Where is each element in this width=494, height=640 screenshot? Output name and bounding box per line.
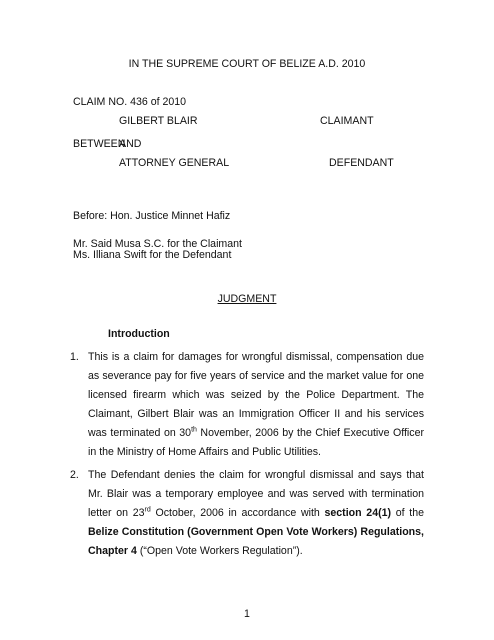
defendant-name: ATTORNEY GENERAL xyxy=(119,157,230,169)
superscript: th xyxy=(191,426,197,434)
text-run: The Defendant denies the claim for wrongful dismissal and says that Mr. Blair was a temporary employee and was served with termination letter on 23 xyxy=(88,469,424,519)
superscript: rd xyxy=(144,506,151,514)
page-number: 1 xyxy=(244,608,250,620)
before-judge: Before: Hon. Justice Minnet Hafiz xyxy=(73,210,231,222)
judgment-heading: JUDGMENT xyxy=(217,293,277,305)
defendant-role: DEFENDANT xyxy=(329,157,394,169)
between-label: BETWEEN xyxy=(73,138,126,150)
paragraph-text xyxy=(88,348,424,462)
claim-number: CLAIM NO. 436 of 2010 xyxy=(73,96,187,108)
counsel-defendant: Ms. Illiana Swift for the Defendant xyxy=(73,249,232,261)
and-label: AND xyxy=(119,138,142,150)
text-run: October, 2006 in accordance with xyxy=(150,507,325,519)
bold-citation: Belize Constitution (Government Open Vote Workers) Regulations, Chapter 4 xyxy=(88,526,424,557)
claimant-name: GILBERT BLAIR xyxy=(119,115,198,127)
text-run: (“Open Vote Workers Regulation”). xyxy=(136,545,303,557)
claimant-role: CLAIMANT xyxy=(320,115,374,127)
paragraph-2 xyxy=(70,466,425,561)
court-title: IN THE SUPREME COURT OF BELIZE A.D. 2010 xyxy=(128,58,366,70)
paragraph-1 xyxy=(70,348,424,462)
paragraph-text xyxy=(88,466,424,561)
text-run: November, 2006 by the Chief Executive Officer in the Ministry of Home Affairs and Public Utilities. xyxy=(88,427,424,458)
text-run: This is a claim for damages for wrongful dismissal, compensation due as severance pay for five years of service and the market value for one licensed firearm which was seized by the Police Department. The Claimant, Gilbert Blair was an Immigration Officer II and his services was terminated on 30 xyxy=(88,351,424,439)
counsel-claimant: Mr. Said Musa S.C. for the Claimant xyxy=(73,238,242,250)
paragraph-number: 1. xyxy=(70,351,79,363)
bold-citation: section 24(1) xyxy=(324,507,392,519)
text-run: of the xyxy=(391,507,425,519)
paragraph-number: 2. xyxy=(70,469,79,481)
section-heading-introduction: Introduction xyxy=(108,328,170,340)
